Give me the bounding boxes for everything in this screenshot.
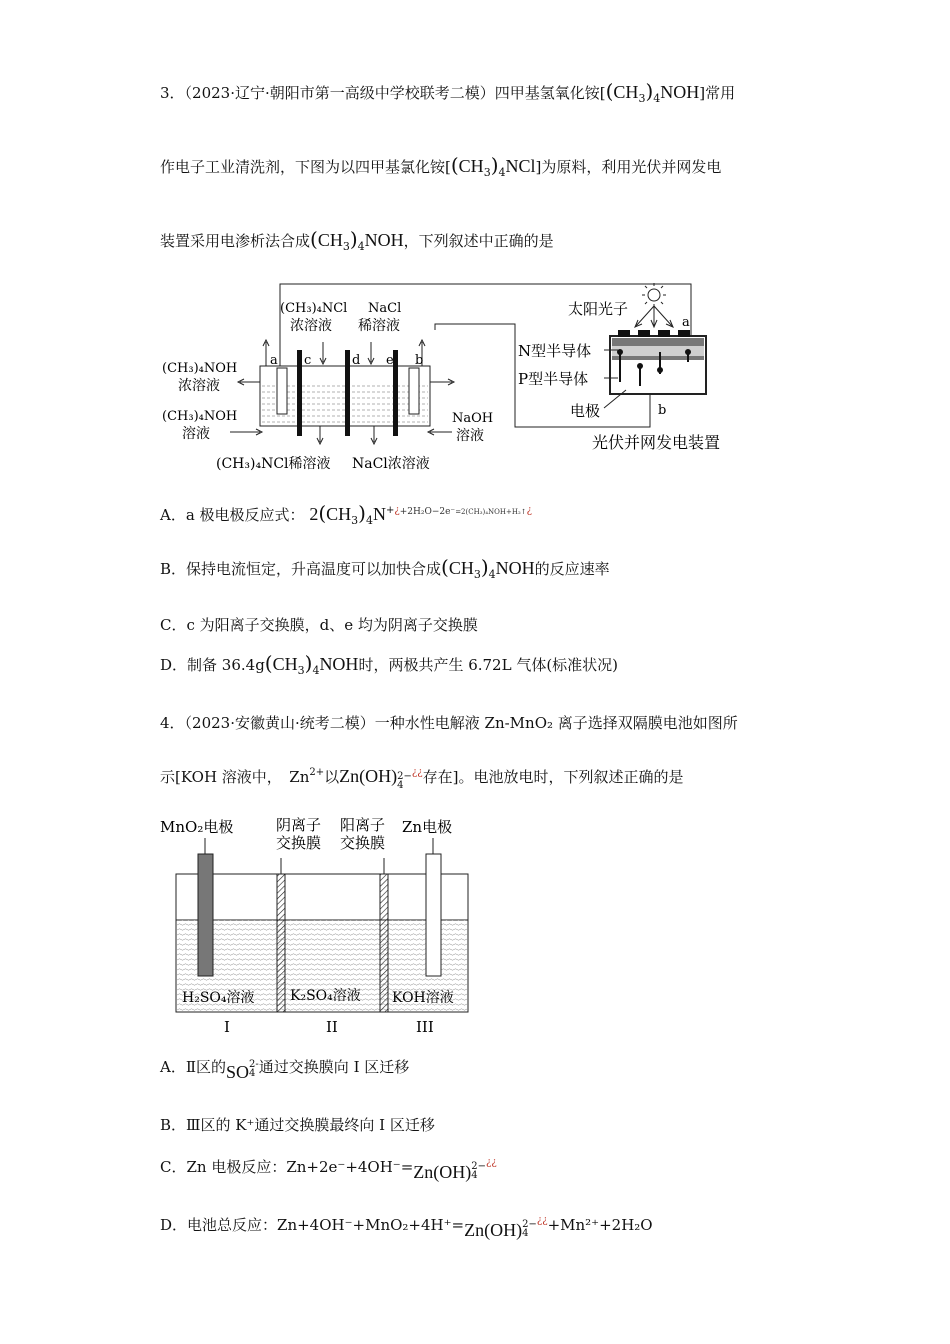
svg-text:NaOH: NaOH bbox=[452, 411, 494, 426]
svg-text:浓溶液: 浓溶液 bbox=[290, 318, 332, 334]
svg-text:NaCl浓溶液: NaCl浓溶液 bbox=[352, 456, 430, 472]
membrane-e bbox=[393, 350, 398, 436]
electrode-a bbox=[277, 368, 287, 414]
svg-text:N型半导体: N型半导体 bbox=[518, 342, 592, 360]
svg-text:III: III bbox=[416, 1018, 434, 1036]
svg-text:稀溶液: 稀溶液 bbox=[358, 318, 400, 334]
q4-option-b: B．Ⅲ区的 K⁺通过交换膜最终向 I 区迁移 bbox=[160, 1116, 435, 1134]
q3-option-d: D．制备 $36.4g(CH_3)_4NOH$时，两极共产生 6.72L 气体(标准状况) bbox=[160, 651, 619, 677]
svg-text:Zn电极: Zn电极 bbox=[402, 818, 453, 836]
svg-text:a: a bbox=[682, 315, 690, 330]
q3-option-a: A．a 极电极反应式： $2(CH_3)_4N^{+¿+2H_2O-2e^-=2(CH_3)_4NOH+H_2↑¿}$ bbox=[160, 501, 533, 527]
zn-electrode bbox=[426, 854, 441, 976]
svg-text:交换膜: 交换膜 bbox=[340, 834, 386, 852]
svg-text:溶液: 溶液 bbox=[182, 426, 210, 442]
svg-text:光伏并网发电装置: 光伏并网发电装置 bbox=[592, 433, 721, 452]
svg-text:c: c bbox=[304, 353, 312, 368]
svg-text:K₂SO₄溶液: K₂SO₄溶液 bbox=[290, 988, 361, 1004]
svg-text:MnO₂电极: MnO₂电极 bbox=[160, 818, 234, 836]
svg-text:电极: 电极 bbox=[570, 402, 601, 420]
svg-text:KOH溶液: KOH溶液 bbox=[392, 990, 454, 1006]
q4-option-a: A．Ⅱ区的SO 2- 4 通过交换膜向 I 区迁移 bbox=[160, 1058, 410, 1082]
svg-text:阳离子: 阳离子 bbox=[340, 816, 386, 834]
svg-text:阴离子: 阴离子 bbox=[276, 816, 322, 834]
svg-text:a: a bbox=[270, 353, 278, 368]
svg-text:b: b bbox=[658, 403, 667, 418]
anion-exchange-membrane bbox=[277, 874, 285, 1012]
q3-option-c: C．c 为阳离子交换膜，d、e 均为阴离子交换膜 bbox=[160, 616, 478, 634]
q4-option-c: C．Zn 电极反应：Zn+2e⁻+4OH⁻=Zn(OH) 2− 4 ¿¿ bbox=[160, 1157, 497, 1182]
svg-text:浓溶液: 浓溶液 bbox=[178, 378, 220, 394]
q4-battery-diagram bbox=[160, 812, 480, 1042]
electrode-b bbox=[409, 368, 419, 414]
membrane-d bbox=[345, 350, 350, 436]
cation-exchange-membrane bbox=[380, 874, 388, 1012]
svg-text:e: e bbox=[386, 353, 394, 368]
svg-text:(CH₃)₄NCl稀溶液: (CH₃)₄NCl稀溶液 bbox=[216, 456, 331, 472]
q3-line2: 作电子工业清洗剂，下图为以四甲基氯化铵$[(CH_3)_4NCl]$为原料，利用光伏并网发电 bbox=[160, 153, 722, 179]
svg-text:(CH₃)₄NOH: (CH₃)₄NOH bbox=[162, 361, 238, 376]
svg-text:太阳光子: 太阳光子 bbox=[568, 300, 629, 318]
svg-text:(CH₃)₄NOH: (CH₃)₄NOH bbox=[162, 409, 238, 424]
svg-text:P型半导体: P型半导体 bbox=[518, 370, 589, 388]
q4-option-d: D．电池总反应：Zn+4OH⁻+MnO₂+4H⁺=Zn(OH) 2− 4 ¿¿+Mn²⁺+2H₂O bbox=[160, 1215, 653, 1240]
q3-option-b: B．保持电流恒定，升高温度可以加快合成$(CH_3)_4NOH$的反应速率 bbox=[160, 555, 610, 581]
svg-text:H₂SO₄溶液: H₂SO₄溶液 bbox=[182, 990, 255, 1006]
svg-text:溶液: 溶液 bbox=[456, 428, 484, 444]
svg-text:d: d bbox=[352, 353, 361, 368]
q3-electrodialysis-diagram bbox=[160, 282, 760, 477]
q4-line2: 示[KOH 溶液中， $Zn^{2+}$以Zn(OH) 2− 4 ¿¿存在]。电池放电时，下列叙述正确的是 bbox=[160, 766, 684, 791]
membrane-c bbox=[297, 350, 302, 436]
svg-text:b: b bbox=[415, 353, 424, 368]
q4-line1: 4．（2023·安徽黄山·统考二模）一种水性电解液 Zn-MnO₂ 离子选择双隔膜电池如图所 bbox=[160, 714, 738, 732]
svg-text:II: II bbox=[326, 1018, 338, 1036]
q3-line3: 装置采用电渗析法合成$(CH_3)_4NOH$，下列叙述中正确的是 bbox=[160, 227, 554, 253]
svg-text:I: I bbox=[224, 1018, 230, 1036]
svg-text:交换膜: 交换膜 bbox=[276, 834, 322, 852]
svg-text:(CH₃)₄NCl: (CH₃)₄NCl bbox=[280, 301, 348, 316]
sun-icon bbox=[642, 283, 666, 307]
q3-line1: 3．（2023·辽宁·朝阳市第一高级中学校联考二模）四甲基氢氧化铵$[(CH_3)_4NOH]$常用 bbox=[160, 79, 736, 105]
mno2-electrode bbox=[198, 854, 213, 976]
svg-text:NaCl: NaCl bbox=[368, 301, 402, 316]
